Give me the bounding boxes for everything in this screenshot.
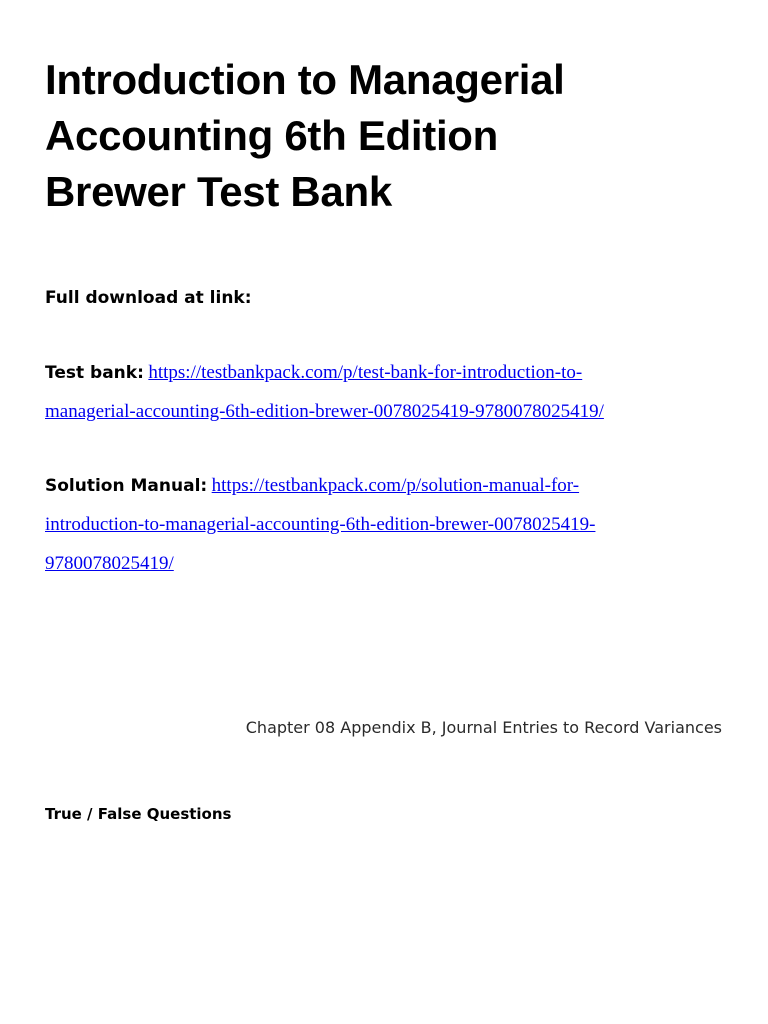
solution-manual-link-line-2[interactable]: introduction-to-managerial-accounting-6th-edition-brewer-0078025419-	[45, 514, 596, 535]
solution-manual-link-line-1[interactable]: https://testbankpack.com/p/solution-manual-for-	[211, 475, 580, 496]
solution-manual-label: Solution Manual:	[45, 476, 208, 496]
document-title	[45, 52, 735, 220]
full-download-paragraph	[45, 286, 252, 311]
title-line-2: Accounting 6th Edition	[45, 112, 499, 159]
test-bank-link-line-1[interactable]: https://testbankpack.com/p/test-bank-for-introduction-to-	[148, 362, 583, 383]
test-bank-label: Test bank:	[45, 363, 144, 383]
title-line-3: Brewer Test Bank	[45, 168, 392, 215]
title-line-1: Introduction to Managerial	[45, 56, 565, 103]
solution-manual-paragraph	[45, 467, 705, 584]
full-download-label: Full download at link:	[45, 288, 252, 308]
test-bank-link-line-2[interactable]: managerial-accounting-6th-edition-brewer-0078025419-9780078025419/	[45, 401, 604, 422]
test-bank-paragraph	[45, 354, 705, 432]
section-heading-true-false: True / False Questions	[45, 805, 232, 823]
solution-manual-link-line-3[interactable]: 9780078025419/	[45, 553, 174, 574]
chapter-heading: Chapter 08 Appendix B, Journal Entries to Record Variances	[245, 718, 722, 737]
